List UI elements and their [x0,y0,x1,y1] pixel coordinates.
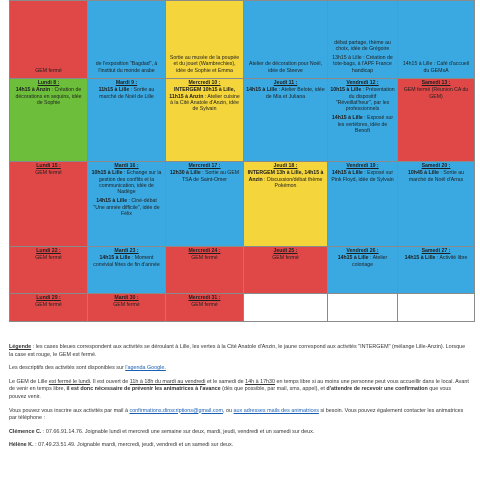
calendar-day-cell [328,1,398,79]
descriptions-paragraph [9,365,469,373]
event-text [330,115,395,134]
event-description: GEM fermé [35,255,62,262]
event-text [90,87,163,100]
day-label: Samedi 20 : [421,163,451,169]
event-text [90,302,163,308]
event-description: GEM fermé [191,302,218,309]
legend-label: Légende [9,344,32,350]
event-description: : Sortie au GEM TSA de Saint-Omer [182,170,240,183]
legend-text: : les cases bleues correspondent aux activités se déroulant à Lille, les vertes à la Cité Anatole d'Anzin, le jaune correspond aux activités "INTERGEM" (mélange Lille-Anzin). Lorsque la case est rouge, le GEM est fermé. [9,344,466,358]
closed-monday: est fermé le lundi [48,378,90,385]
day-label: Mardi 30 : [114,295,139,301]
event-text [12,255,85,261]
event-text [330,170,395,183]
calendar-day-cell [398,247,475,294]
day-label: Vendredi 12 : [346,80,379,86]
event-text [400,255,472,261]
signup-text-1: Vous pouvez vous inscrire aux activités par mail à [9,407,130,414]
calendar-day-cell [398,79,475,162]
calendar-day-cell [328,294,398,322]
day-label: Jeudi 25 : [273,248,298,254]
calendar-day-cell [328,162,398,247]
day-label: Mercredi 31 : [188,295,221,301]
day-label: Mardi 23 : [114,248,139,254]
event-text [12,170,85,176]
calendar-day-cell [166,162,244,247]
day-label: Mercredi 10 : [188,80,221,86]
calendar-day-cell [244,162,328,247]
day-label: Samedi 27 : [421,248,451,254]
day-label: Mercredi 17 : [188,163,221,169]
calendar-day-cell [10,162,88,247]
event-text [246,87,325,100]
day-label: Jeudi 11 : [273,80,298,86]
opening-hours-paragraph [9,379,469,402]
event-description: GEM fermé (Réunion CA du GEM) [403,87,469,100]
event-text [90,170,163,195]
event-time: 14h15 à Lille [99,255,131,262]
event-description: : Atelier cuisine à la Cité Anatole d'Anzin, idée de Sylvain [170,93,240,113]
calendar-day-cell [328,79,398,162]
contact-details: : 07.66.91.14.76. Joignable lundi et mercredi une semaine sur deux, mardi, jeudi, vendredi et un samedi sur deux. [41,428,315,435]
day-label: Mardi 9 : [115,80,138,86]
event-text: de l'exposition "Bagdad", à l'institut du monde arabe [95,61,158,74]
event-description: : Atelier coloriage [351,255,388,268]
notice-required: il est donc nécessaire de prévenir les animatrices à l'avance [66,386,221,393]
event-description: GEM fermé [272,255,299,262]
day-label: Lundi 15 : [36,163,61,169]
calendar-day-cell [88,162,166,247]
event-text [168,302,241,308]
event-text [330,255,395,268]
event-text: 13h15 à Lille : Création de tote-bags, à l'APF France handicap [332,55,393,74]
calendar-day-cell [10,294,88,322]
event-description: : Activité libre [435,255,468,262]
event-time: 14h15 à Lille [96,198,128,205]
confirmation-required: d'attendre de recevoir une confirmation [326,386,428,393]
contact-clemence [9,429,469,437]
day-label: Samedi 13 : [421,80,451,86]
day-label: Lundi 29 : [36,295,61,301]
event-description: : Discussion/débat thème Pokémon [262,176,323,189]
event-text [90,255,163,268]
event-time: 14h15 à Lille [337,255,369,262]
event-description: : Exposé sur Pink Floyd, idée de Sylvain [331,170,394,183]
event-time: 14h15 à Lille [404,255,436,262]
event-text [168,170,241,183]
signup-text-2: , ou [223,407,234,414]
day-label: Mardi 16 : [114,163,139,169]
opening-text-1: Le GEM de Lille [9,378,49,385]
descriptions-text: Les descriptifs des activités sont disponibles sur [9,365,126,372]
calendar-day-cell [88,1,166,79]
event-time: 10h15 à Lille [91,170,123,177]
calendar-week-row [10,162,475,247]
google-agenda-link[interactable]: l'agenda Google. [125,365,166,372]
contact-name: Hélène K. [9,442,34,449]
event-time: INTERGEM 13h à Lille, 14h15 à Anzin [247,170,324,183]
calendar-day-cell [398,162,475,247]
calendar-day-cell [10,79,88,162]
calendar-day-cell [166,294,244,322]
calendar-week-row [10,294,475,322]
event-description: : Présentation du dispositif "Réveillat'heur", par les professionnels [335,87,395,113]
contact-details: : 07.49.23.51.49. Joignable mardi, mercredi, jeudi, vendredi et un samedi sur deux. [33,442,234,449]
signup-paragraph [9,408,469,423]
event-time: 14h15 à Lille [331,170,363,177]
event-text [246,255,325,261]
event-text: Sortie au musée de la poupée et du jouet (Wambrechies), idée de Sophie et Emma [169,55,240,74]
calendar-day-cell [244,79,328,162]
saturday-hours: 14h à 17h30 [245,378,276,385]
calendar-day-cell [88,247,166,294]
calendar-day-cell [10,1,88,79]
event-description: : Sortie au marché de Noël de Lille [99,87,155,100]
event-text [168,255,241,261]
calendar-day-cell [88,294,166,322]
day-label: Jeudi 18 : [273,163,298,169]
calendar-day-cell [244,294,328,322]
calendar-day-cell [244,247,328,294]
calendar-day-cell [88,79,166,162]
event-description: : Échange sur la gestion des conflits et la communication, idée de Nadège [98,170,162,196]
calendar-week-row [10,1,475,79]
contact-helene [9,442,469,450]
event-text: GEM fermé [35,67,62,74]
event-time: 14h15 à Lille [246,87,278,94]
day-label: Vendredi 26 : [346,248,379,254]
day-label: Lundi 8 : [37,80,60,86]
info-section [9,344,469,456]
email-link[interactable]: confirmations.dinscriptions@gmail.com [129,407,224,414]
opening-text-4: en temps libre si au moins une personne peut vous accueillir dans le local. Avant de venir en temps libre, [9,378,469,393]
opening-text-2: . Il est ouvert de [89,378,130,385]
calendar-day-cell [328,247,398,294]
calendar-week-row [10,247,475,294]
calendar-day-cell [398,1,475,79]
weekday-hours: 11h à 18h du mardi au vendredi [129,378,206,385]
calendar-day-cell [166,247,244,294]
calendar-day-cell [244,1,328,79]
legend-paragraph [9,344,469,359]
day-label: Lundi 22 : [36,248,61,254]
event-time: 12h30 à Lille [169,170,201,177]
event-time: 11h15 à Lille [98,87,130,94]
event-text [12,302,85,308]
day-label: Vendredi 19 : [346,163,379,169]
calendar-day-cell [398,294,475,322]
event-description: : Moment convivial fêtes de fin d'année [93,255,160,268]
contact-name: Clémence C. [9,428,42,435]
event-description: GEM fermé [191,255,218,262]
day-label: Mercredi 24 : [188,248,221,254]
event-text [400,170,472,183]
event-text: 14h15 à Lille : Café d'accueil du GEMsA [402,61,470,74]
event-time: 14h15 à Anzin [15,87,51,94]
event-description: GEM fermé [35,170,62,177]
event-description: GEM fermé [113,302,140,309]
opening-text-5: (dès que possible, par mail, sms, appel), et [220,386,327,393]
event-description: : Exposé sur les vertèbres, idée de Benoît [337,115,394,135]
event-text: débat partage, thème au choix, idée de Grégoire [334,39,391,52]
event-description: : Ciné-débat "Une année difficile", idée de Félix [93,198,160,218]
event-description: : Création de décorations en sequins, idée de Sophie [15,87,82,106]
animators-emails-link[interactable]: aux adresses mails des animatrices [233,407,319,414]
event-description: : Sortie au marché de Noël d'Arras [408,170,464,183]
event-text [90,198,163,217]
event-time: 10h15 à Lille [330,87,362,94]
calendar-day-cell [166,1,244,79]
calendar-day-cell [10,247,88,294]
event-time: 10h45 à Lille [408,170,439,177]
event-description: GEM fermé [35,302,62,309]
opening-text-6: que vous pouvez venir. [9,386,452,400]
calendar-table [9,0,475,322]
event-text [330,87,395,112]
event-text [246,170,325,189]
signup-text-3: si besoin. Vous pouvez également contacter les animatrices par téléphone : [9,407,464,422]
event-text [12,87,85,106]
event-description: : Atelier Belote, idée de Mia et Juliana [265,87,325,100]
calendar-day-cell [166,79,244,162]
event-text [400,87,472,100]
event-text: Atelier de décoration pour Noël, idée de Steeve [249,61,322,74]
calendar-week-row [10,79,475,162]
event-text [168,87,241,112]
opening-text-3: et le samedi de [205,378,246,385]
event-time: 14h15 à Lille [331,115,363,122]
event-time: INTERGEM 10h15 à Lille, 11h15 à Anzin [169,87,236,100]
